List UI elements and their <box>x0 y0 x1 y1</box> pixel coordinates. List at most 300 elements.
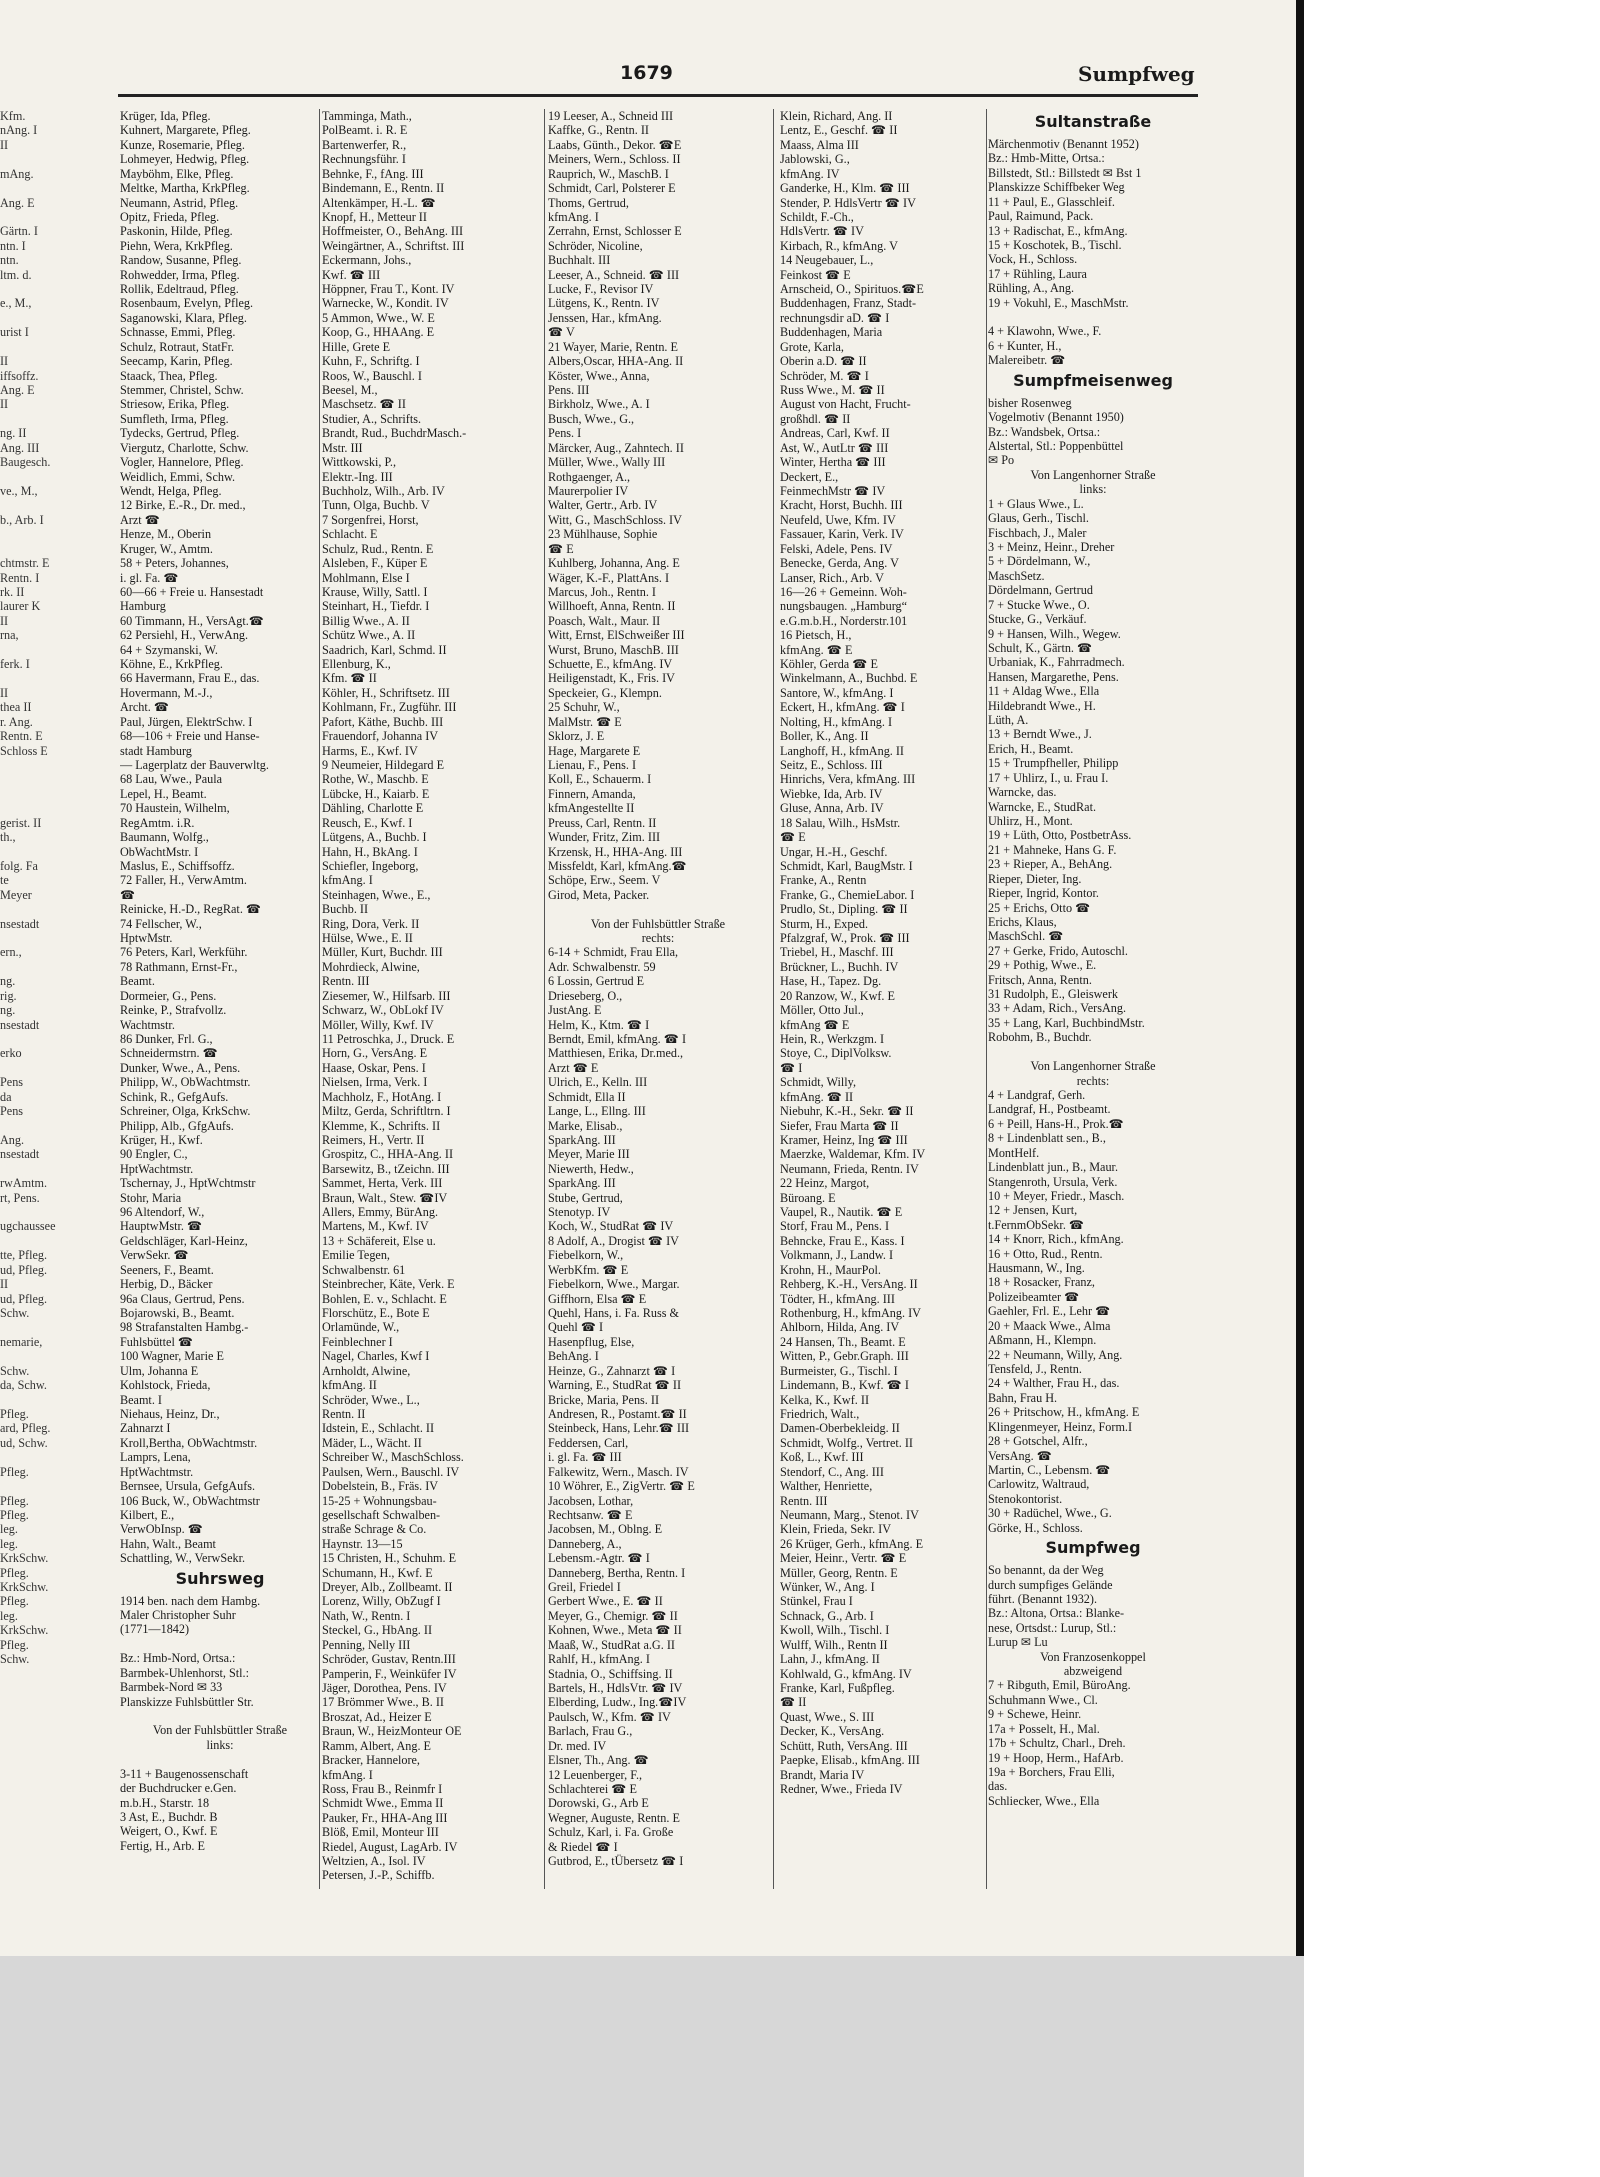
directory-entry-line: Schloss E <box>0 743 48 758</box>
directory-entry-line: Lindenblatt jun., B., Maur. <box>988 1160 1118 1175</box>
directory-entry-line: nsestadt <box>0 916 40 931</box>
directory-entry-line: Stenotyp. IV <box>548 1205 611 1220</box>
directory-entry-line: 68—106 + Freie und Hanse- <box>120 729 260 744</box>
directory-entry-line: Warning, E., StudRat ☎ II <box>548 1378 682 1393</box>
directory-entry-line: der Buchdrucker e.Gen. <box>120 1781 237 1796</box>
directory-entry-line: Horn, G., VersAng. E <box>322 1046 428 1061</box>
directory-entry-line: 100 Wagner, Marie E <box>120 1349 224 1364</box>
directory-entry-line: 10 + Meyer, Friedr., Masch. <box>988 1188 1125 1203</box>
directory-entry-line: 28 + Gotschel, Alfr., <box>988 1434 1088 1449</box>
directory-entry-line: ve., M., <box>0 483 38 498</box>
directory-entry-line: Landgraf, H., Postbeamt. <box>988 1102 1111 1117</box>
directory-entry-line: Speckeier, G., Klempn. <box>548 685 662 700</box>
directory-entry-line: Grote, Karla, <box>780 339 844 354</box>
directory-entry-line: Neumann, Astrid, Pfleg. <box>120 195 239 210</box>
directory-entry-line: 96a Claus, Gertrud, Pens. <box>120 1291 245 1306</box>
directory-entry-line: 9 + Hansen, Wilh., Wegew. <box>988 626 1121 641</box>
directory-entry-line: Brandt, Rud., BuchdrMasch.- <box>322 426 467 441</box>
directory-entry-line: Behnke, F., fAng. III <box>322 166 424 181</box>
directory-entry-line: nungsbaugen. „Hamburg“ <box>780 599 908 614</box>
directory-entry-line: Witt, G., MaschSchloss. IV <box>548 512 682 527</box>
directory-entry-line: Vock, H., Schloss. <box>988 252 1078 267</box>
directory-entry-line: Dördelmann, Gertrud <box>988 583 1093 598</box>
directory-entry-line: Stucke, G., Verkäuf. <box>988 612 1087 627</box>
directory-entry-line: II <box>0 685 9 700</box>
directory-entry-line: Quehl, Hans, i. Fa. Russ & <box>548 1306 680 1321</box>
directory-entry-line: Schink, R., GefgAufs. <box>120 1089 229 1104</box>
directory-entry-line: Hovermann, M.-J., <box>120 685 213 700</box>
directory-entry-line: Dunker, Wwe., A., Pens. <box>120 1060 241 1075</box>
directory-entry-line: Wachtmstr. <box>120 1017 175 1032</box>
directory-entry-line: Ang. E <box>0 383 35 398</box>
directory-entry-line: ☎ <box>120 887 136 902</box>
directory-entry-line: Hahn, Walt., Beamt <box>120 1536 216 1551</box>
directory-entry-line: Bernsee, Ursula, GefgAufs. <box>120 1479 256 1494</box>
directory-entry-line: MontHelf. <box>988 1145 1040 1160</box>
directory-entry-line: kfmAng. I <box>322 873 373 888</box>
directory-entry-line: 35 + Lang, Karl, BuchbindMstr. <box>988 1015 1145 1030</box>
directory-entry-line: Kilbert, E., <box>120 1507 175 1522</box>
directory-entry-line: Wittkowski, P., <box>322 455 396 470</box>
directory-entry-line: Beamt. I <box>120 1392 162 1407</box>
directory-entry-line: Schw. <box>0 1363 30 1378</box>
directory-entry-line: Kfm. <box>0 109 26 123</box>
directory-entry-line: Henze, M., Oberin <box>120 527 212 542</box>
directory-entry-line: Stadnia, O., Schiffsing. II <box>548 1666 673 1681</box>
directory-entry-line: SparkAng. III <box>548 1176 616 1191</box>
directory-entry-line: Striesow, Erika, Pfleg. <box>120 397 230 412</box>
directory-entry-line: 11 + Paul, E., Glasschleif. <box>988 194 1115 209</box>
directory-entry-line: Jacobsen, M., Oblng. E <box>548 1522 663 1537</box>
directory-entry-line <box>0 671 85 685</box>
directory-entry-line: Lüth, A. <box>988 713 1029 728</box>
directory-entry-line: Adr. Schwalbenstr. 59 <box>548 959 656 974</box>
directory-entry-line: Rothe, W., Maschb. E <box>322 772 429 787</box>
directory-entry-line: Köster, Wwe., Anna, <box>548 368 650 383</box>
scan-background <box>0 1956 1304 2177</box>
directory-entry-line: Bz.: Hmb-Nord, Ortsa.: <box>120 1651 236 1666</box>
directory-entry-line: Rentn. E <box>0 729 43 744</box>
directory-entry-line: Andreas, Carl, Kwf. II <box>780 426 890 441</box>
directory-entry-line: ✉ Po <box>988 453 1015 468</box>
directory-entry-line: Rothenburg, H., kfmAng. IV <box>780 1306 921 1321</box>
directory-entry-line: Robohm, B., Buchdr. <box>988 1030 1092 1045</box>
directory-entry-line: Tschernay, J., HptWchtmstr <box>120 1176 256 1191</box>
directory-entry-line: 7 + Stucke Wwe., O. <box>988 597 1090 612</box>
directory-entry-line: Hansen, Margarethe, Pens. <box>988 669 1119 684</box>
directory-entry-line: Hausmann, W., Ing. <box>988 1261 1085 1276</box>
directory-entry-line: Maerzke, Waldemar, Kfm. IV <box>780 1147 926 1162</box>
directory-entry-line: Schröder, M. ☎ I <box>780 368 869 383</box>
directory-entry-line: Boller, K., Ang. II <box>780 729 869 744</box>
directory-entry-line: Schütt, Ruth, VersAng. III <box>780 1738 908 1753</box>
directory-entry-line <box>0 1450 85 1464</box>
directory-entry-line: Pfleg. <box>0 1637 29 1652</box>
directory-entry-line: Schmidt, Wolfg., Vertret. II <box>780 1435 913 1450</box>
directory-entry-line: 19 + Hoop, Herm., HafArb. <box>988 1750 1124 1765</box>
directory-entry-line: Von Langenhorner Straße <box>1030 1059 1156 1074</box>
directory-entry-line: ltm. d. <box>0 267 32 282</box>
directory-entry-line: Braun, Walt., Stew. ☎IV <box>322 1190 448 1205</box>
directory-entry-line: Stendorf, C., Ang. III <box>780 1464 884 1479</box>
directory-entry-line: Arzt ☎ E <box>548 1060 599 1075</box>
directory-entry-line: kfmAng. I <box>548 209 599 224</box>
directory-entry-line: 6-14 + Schmidt, Frau Ella, <box>548 945 679 960</box>
directory-entry-line: Walther, Henriette, <box>780 1479 873 1494</box>
directory-entry-line: Steinhagen, Wwe., E., <box>322 887 431 902</box>
directory-entry-line: Petersen, J.-P., Schiffb. <box>322 1868 435 1883</box>
directory-entry-line: Dormeier, G., Pens. <box>120 988 217 1003</box>
directory-entry-line: II <box>0 1277 9 1292</box>
directory-entry-line: Jablowski, G., <box>780 152 850 167</box>
directory-entry-line: 7 + Ribguth, Emil, BüroAng. <box>988 1678 1131 1693</box>
directory-entry-line: ntn. I <box>0 238 26 253</box>
directory-entry-line: ern., <box>0 945 22 960</box>
directory-entry-line: ☎ E <box>548 541 574 556</box>
directory-entry-line: durch sumpfiges Gelände <box>988 1577 1113 1592</box>
directory-entry-line: Machholz, F., HotAng. I <box>322 1089 442 1104</box>
directory-entry-line: Schuette, E., kfmAng. IV <box>548 657 673 672</box>
directory-entry-line: 19 + Vokuhl, E., MaschMstr. <box>988 295 1129 310</box>
directory-entry-line: Warncke, das. <box>988 785 1057 800</box>
directory-entry-line: Triebel, H., Maschf. III <box>780 945 894 960</box>
directory-entry-line: 11 + Aldag Wwe., Ella <box>988 684 1100 699</box>
directory-entry-line: Planskizze Schiffbeker Weg <box>988 180 1125 195</box>
directory-entry-line: 11 Petroschka, J., Druck. E <box>322 1032 455 1046</box>
directory-entry-line: Wendt, Helga, Pfleg. <box>120 483 222 498</box>
directory-entry-line: Heinze, G., Zahnarzt ☎ I <box>548 1363 676 1378</box>
directory-entry-line: Pfleg. <box>0 1406 29 1421</box>
directory-entry-line: ntn. <box>0 253 19 268</box>
directory-entry-line: Schulz, Rotraut, StatFr. <box>120 339 235 354</box>
directory-entry-line: Gärtn. I <box>0 224 38 239</box>
directory-entry-line: Krause, Willy, Sattl. I <box>322 584 428 599</box>
directory-entry-line: Pauker, Fr., HHA-Ang III <box>322 1810 448 1825</box>
directory-entry-line: Kwf. ☎ III <box>322 267 381 282</box>
directory-entry-line: Paskonin, Hilde, Pfleg. <box>120 224 233 239</box>
directory-entry-line: Stender, P. HdlsVertr ☎ IV <box>780 195 916 210</box>
directory-entry-line: Jenssen, Har., kfmAng. <box>548 310 662 325</box>
directory-entry-line: Hage, Margarete E <box>548 743 641 758</box>
directory-entry-line: Stenokontorist. <box>988 1491 1063 1506</box>
directory-entry-line: da, Schw. <box>0 1378 47 1393</box>
directory-entry-line: Tunn, Olga, Buchb. V <box>322 498 430 513</box>
directory-entry-line: Mayböhm, Elke, Pfleg. <box>120 166 234 181</box>
directory-entry-line: Schattling, W., VerwSekr. <box>120 1551 246 1566</box>
directory-entry-line: Allers, Emmy, BürAng. <box>322 1205 438 1220</box>
directory-entry-line: Billig Wwe., A. II <box>322 613 410 628</box>
directory-entry-line <box>0 787 85 801</box>
directory-entry-line: Hille, Grete E <box>322 339 391 354</box>
running-header-street: Sumpfweg <box>1078 62 1195 86</box>
directory-entry-line: Albers,Oscar, HHA-Ang. II <box>548 354 684 369</box>
directory-entry-line: Rechtsanw. ☎ E <box>548 1507 633 1522</box>
directory-entry-line: Klingenmeyer, Heinz, Form.I <box>988 1419 1133 1434</box>
directory-entry-line: kfmAng. ☎ II <box>780 1089 854 1104</box>
directory-entry-line: 4 + Klawohn, Wwe., F. <box>988 324 1102 339</box>
directory-entry-line: 76 Peters, Karl, Werkführ. <box>120 945 248 960</box>
directory-entry-line: Philipp, Alb., GfgAufs. <box>120 1118 234 1133</box>
directory-entry-line: Lütgens, A., Buchb. I <box>322 830 427 845</box>
directory-entry-line: 16 Pietsch, H., <box>780 628 852 643</box>
directory-entry-line: Jacobsen, Lothar, <box>548 1493 634 1508</box>
directory-entry-line: 23 Mühlhause, Sophie <box>548 527 658 542</box>
directory-entry-line <box>0 960 85 974</box>
directory-entry-line: Pfleg. <box>0 1464 29 1479</box>
directory-entry-line: Schmidt, Carl, Polsterer E <box>548 181 676 196</box>
directory-entry-line: Schw. <box>0 1652 30 1667</box>
directory-entry-line: Martin, C., Lebensm. ☎ <box>988 1462 1111 1477</box>
directory-entry-line: 20 Ranzow, W., Kwf. E <box>780 988 895 1003</box>
directory-entry-line <box>0 470 85 484</box>
directory-entry-line: Sturm, H., Exped. <box>780 916 869 931</box>
directory-entry-line: BehAng. I <box>548 1349 599 1364</box>
directory-entry-line: Rentn. I <box>0 570 40 585</box>
directory-entry-line: 12 + Jensen, Kurt, <box>988 1203 1078 1218</box>
directory-entry-line: Lentz, E., Geschf. ☎ II <box>780 123 898 138</box>
directory-entry-line: Bojarowski, B., Beamt. <box>120 1306 235 1321</box>
directory-entry-line: Hein, R., Werkzgm. I <box>780 1032 885 1046</box>
directory-entry-line: nAng. I <box>0 123 38 138</box>
directory-entry-line: Stube, Gertrud, <box>548 1190 623 1205</box>
column-divider <box>986 109 987 1889</box>
directory-entry-line: Von Franzosenkoppel <box>1040 1649 1146 1664</box>
directory-entry-line: Schildt, F.-Ch., <box>780 209 854 224</box>
directory-entry-line: Rühling, A., Ang. <box>988 281 1075 296</box>
directory-entry-line: KrkSchw. <box>0 1623 49 1638</box>
directory-entry-line: Rieper, Dieter, Ing. <box>988 871 1082 886</box>
directory-entry-line: Beamt. <box>120 974 155 989</box>
directory-entry-line: folg. Fa <box>0 858 38 873</box>
directory-entry-line: Lahn, J., kfmAng. II <box>780 1652 880 1667</box>
directory-entry-line <box>0 845 85 859</box>
directory-entry-line: i. gl. Fa. ☎ III <box>548 1450 622 1465</box>
directory-entry-line: Paulsch, W., Kfm. ☎ IV <box>548 1709 671 1724</box>
directory-entry-line: Kunze, Rosemarie, Pfleg. <box>120 137 245 152</box>
directory-entry-line: 17b + Schultz, Charl., Dreh. <box>988 1736 1126 1751</box>
directory-entry-line: Franke, G., ChemieLabor. I <box>780 887 915 902</box>
directory-entry-line <box>0 311 85 325</box>
header-rule <box>118 94 1198 97</box>
directory-entry-line: 60 Timmann, H., VersAgt.☎ <box>120 613 264 628</box>
directory-entry-line: VerwObInsp. ☎ <box>120 1522 203 1537</box>
directory-entry-line: 6 + Kunter, H., <box>988 338 1062 353</box>
directory-entry-line: 13 + Schäfereit, Else u. <box>322 1233 436 1248</box>
directory-entry-line: ☎ V <box>548 325 575 340</box>
directory-entry-line: Glaus, Gerh., Tischl. <box>988 511 1089 526</box>
directory-entry-line: Sklorz, J. E <box>548 729 605 744</box>
directory-entry-line: Dähling, Charlotte E <box>322 801 424 816</box>
directory-entry-line: Polizeibeamter ☎ <box>988 1289 1080 1304</box>
directory-entry-line: Lebensm.-Agtr. ☎ I <box>548 1551 650 1566</box>
directory-entry-line: Giffhorn, Elsa ☎ E <box>548 1291 647 1306</box>
directory-entry-line: So benannt, da der Weg <box>988 1563 1104 1578</box>
directory-entry-line: Möller, Willy, Kwf. IV <box>322 1017 434 1032</box>
directory-entry-line: Kuhn, F., Schriftg. I <box>322 354 420 369</box>
directory-entry-line: Birkholz, Wwe., A. I <box>548 397 650 412</box>
directory-entry-line: Witt, Ernst, ElSchweißer III <box>548 628 685 643</box>
directory-entry-line: Oberin a.D. ☎ II <box>780 354 867 369</box>
directory-entry-line <box>120 1709 320 1723</box>
directory-entry-line: Buddenhagen, Franz, Stadt- <box>780 296 917 311</box>
directory-entry-line: Paul, Jürgen, ElektrSchw. I <box>120 714 253 729</box>
directory-entry-line: Pfleg. <box>0 1565 29 1580</box>
directory-entry-line: ard, Pfleg. <box>0 1421 51 1436</box>
directory-entry-line: 19 Leeser, A., Schneid III <box>548 109 674 123</box>
directory-entry-line: Rentn. II <box>322 1406 366 1421</box>
directory-entry-line: Möller, Otto Jul., <box>780 1003 864 1018</box>
directory-entry-line <box>120 1637 320 1651</box>
directory-entry-line: Wunder, Fritz, Zim. III <box>548 830 661 845</box>
directory-entry-line: iffsoffz. <box>0 368 39 383</box>
directory-entry-line: 106 Buck, W., ObWachtmstr <box>120 1493 260 1508</box>
directory-entry-line <box>0 282 85 296</box>
directory-entry-line: Kruger, W., Amtm. <box>120 541 213 556</box>
directory-entry-line: Neufeld, Uwe, Kfm. IV <box>780 512 896 527</box>
directory-entry-line: Hülse, Wwe., E. II <box>322 931 413 946</box>
directory-entry-line: Frauendorf, Johanna IV <box>322 729 439 744</box>
directory-entry-line: Elsner, Th., Ang. ☎ <box>548 1753 649 1768</box>
directory-entry-line: 17a + Posselt, H., Mal. <box>988 1721 1100 1736</box>
directory-entry-line: 23 + Rieper, A., BehAng. <box>988 857 1113 872</box>
directory-entry-line: Gutbrod, E., tÜbersetz ☎ I <box>548 1854 684 1869</box>
directory-entry-line: Mohrdieck, Alwine, <box>322 959 420 974</box>
street-heading: Sumpfmeisenweg <box>1013 370 1173 390</box>
directory-entry-line: Feinblechner I <box>322 1334 393 1349</box>
directory-entry-line: Kroll,Bertha, ObWachtmstr. <box>120 1435 258 1450</box>
directory-entry-line: MalMstr. ☎ E <box>548 714 622 729</box>
directory-entry-line: Schwarz, W., ObLokf IV <box>322 1003 444 1018</box>
directory-entry-line: Bartels, H., HdlsVtr. ☎ IV <box>548 1680 683 1695</box>
directory-entry-line: r. Ang. <box>0 714 33 729</box>
directory-entry-line: Kohnen, Wwe., Meta ☎ II <box>548 1623 682 1638</box>
directory-entry-line: II <box>0 397 9 412</box>
directory-entry-line: Stemmer, Christel, Schw. <box>120 383 244 398</box>
directory-entry-line: Meiners, Wern., Schloss. II <box>548 152 681 167</box>
directory-entry-line: 4 + Landgraf, Gerh. <box>988 1088 1086 1102</box>
directory-entry-line: HptWachtmstr. <box>120 1464 194 1479</box>
directory-entry-line: 72 Faller, H., VerwAmtm. <box>120 873 247 888</box>
directory-entry-line: 16 + Otto, Rud., Rentn. <box>988 1246 1103 1261</box>
directory-entry-line: Kohlmann, Fr., Zugführ. III <box>322 700 457 715</box>
directory-entry-line: Storf, Frau M., Pens. I <box>780 1219 890 1234</box>
directory-entry-line: Decker, K., VersAng. <box>780 1724 885 1739</box>
directory-entry-line: Damen-Oberbekleidg. II <box>780 1421 900 1436</box>
directory-entry-line: 14 Neugebauer, L., <box>780 253 874 268</box>
directory-entry-line: Thoms, Gertrud, <box>548 195 629 210</box>
directory-entry-line: Barmbek-Uhlenhorst, Stl.: <box>120 1665 249 1680</box>
directory-entry-line: 9 Neumeier, Hildegard E <box>322 757 445 772</box>
directory-entry-line: Schröder, Gustav, Rentn.III <box>322 1652 456 1667</box>
directory-entry-line: ☎ I <box>780 1060 803 1075</box>
directory-entry-line <box>0 801 85 815</box>
directory-entry-line: Falkewitz, Wern., Masch. IV <box>548 1464 689 1479</box>
directory-entry-line: Vaupel, R., Nautik. ☎ E <box>780 1205 903 1220</box>
directory-entry-line: Reinke, P., Strafvollz. <box>120 1003 227 1018</box>
directory-entry-line: Ziesemer, W., Hilfsarb. III <box>322 988 451 1003</box>
directory-entry-line <box>0 1349 85 1363</box>
directory-entry-line: Bz.: Hmb-Mitte, Ortsa.: <box>988 151 1105 166</box>
directory-entry-line: 6 + Peill, Hans-H., Prok.☎ <box>988 1116 1124 1131</box>
directory-entry-line: rig. <box>0 988 17 1003</box>
directory-entry-line: Neumann, Marg., Stenot. IV <box>780 1507 919 1522</box>
directory-entry-line <box>0 340 85 354</box>
directory-entry-line: Wäger, K.-F., PlattAns. I <box>548 570 670 585</box>
directory-entry-line: Höppner, Frau T., Kont. IV <box>322 282 455 297</box>
directory-entry-line: Bindemann, E., Rentn. II <box>322 181 445 196</box>
directory-entry-line: Paulsen, Wern., Bauschl. IV <box>322 1464 460 1479</box>
directory-entry-line: Kaffke, G., Rentn. II <box>548 123 649 138</box>
directory-entry-line: Seecamp, Karin, Pfleg. <box>120 354 233 369</box>
directory-entry-line: 60—66 + Freie u. Hansestadt <box>120 584 264 599</box>
directory-entry-line: Schmidt, Karl, BaugMstr. I <box>780 858 913 873</box>
directory-entry-line: Dreyer, Alb., Zollbeamt. II <box>322 1580 453 1595</box>
directory-entry-line: Lütgens, K., Rentn. IV <box>548 296 660 311</box>
directory-entry-line: gerist. II <box>0 815 42 830</box>
directory-entry-line: Lange, L., Ellng. III <box>548 1104 646 1119</box>
directory-entry-line: Pens <box>0 1104 24 1119</box>
directory-entry-line: Rechnungsführ. I <box>322 152 406 167</box>
directory-entry-line: Pfalzgraf, W., Prok. ☎ III <box>780 931 910 946</box>
directory-entry-line: 9 + Schewe, Heinr. <box>988 1707 1082 1722</box>
directory-entry-line: Elberding, Ludw., Ing.☎IV <box>548 1695 687 1710</box>
directory-entry-line: 33 + Adam, Rich., VersAng. <box>988 1001 1126 1016</box>
directory-entry-line: Pens <box>0 1075 24 1090</box>
directory-entry-line: Niebuhr, K.-H., Sekr. ☎ II <box>780 1104 914 1119</box>
directory-entry-line: Fuhlsbüttel ☎ <box>120 1334 194 1349</box>
directory-entry-line: Kwoll, Wilh., Tischl. I <box>780 1623 890 1638</box>
directory-entry-line: Saadrich, Karl, Schmd. II <box>322 642 447 657</box>
directory-entry-line: Koß, L., Kwf. III <box>780 1450 864 1465</box>
directory-entry-line: Kuhnert, Margarete, Pfleg. <box>120 123 251 138</box>
directory-entry-line: Schlachterei ☎ E <box>548 1781 637 1796</box>
directory-entry-line: Tydecks, Gertrud, Pfleg. <box>120 426 240 441</box>
directory-entry-line: Bracker, Hannelore, <box>322 1753 420 1768</box>
directory-entry-line: Mstr. III <box>322 440 363 455</box>
directory-entry-line <box>0 1119 85 1133</box>
directory-entry-line: Preuss, Carl, Rentn. II <box>548 815 657 830</box>
directory-entry-line: Lucke, F., Revisor IV <box>548 282 654 297</box>
directory-entry-line: Klemme, K., Schrifts. II <box>322 1118 441 1133</box>
directory-entry-line: Baugesch. <box>0 455 51 470</box>
directory-entry-line: Greil, Friedel I <box>548 1580 621 1595</box>
directory-entry-line: Stünkel, Frau I <box>780 1594 853 1609</box>
directory-entry-line: 13 + Berndt Wwe., J. <box>988 727 1092 742</box>
directory-entry-line: Witten, P., Gebr.Graph. III <box>780 1349 909 1364</box>
directory-entry-line: HauptwMstr. ☎ <box>120 1219 203 1234</box>
directory-entry-line: Schiefler, Ingeborg, <box>322 858 419 873</box>
directory-entry-line: Ungar, H.-H., Geschf. <box>780 844 888 859</box>
directory-entry-line <box>0 181 85 195</box>
directory-entry-line: Koop, G., HHAAng. E <box>322 325 435 340</box>
column-3 <box>548 109 768 1868</box>
directory-entry-line: Redner, Wwe., Frieda IV <box>780 1781 903 1796</box>
directory-entry-line: Idstein, E., Schlacht. II <box>322 1421 435 1436</box>
directory-entry-line: t.FernmObSekr. ☎ <box>988 1217 1085 1232</box>
directory-entry-line: Wünker, W., Ang. I <box>780 1580 875 1595</box>
directory-entry-line: Quast, Wwe., S. III <box>780 1709 875 1724</box>
directory-entry-line: Saganowski, Klara, Pfleg. <box>120 310 247 325</box>
directory-entry-line: Laabs, Günth., Dekor. ☎E <box>548 137 682 152</box>
directory-entry-line: Weingärtner, A., Schriftst. III <box>322 238 465 253</box>
directory-entry-line: 24 Hansen, Th., Beamt. E <box>780 1334 906 1349</box>
directory-entry-line <box>0 542 85 556</box>
directory-entry-line: Dobelstein, B., Fräs. IV <box>322 1479 439 1494</box>
directory-entry-line: Brückner, L., Buchh. IV <box>780 959 899 974</box>
directory-entry-line: ud, Pfleg. <box>0 1262 48 1277</box>
directory-entry-line: Stoye, C., DiplVolksw. <box>780 1046 892 1061</box>
directory-entry-line: Herbig, D., Bäcker <box>120 1277 213 1292</box>
